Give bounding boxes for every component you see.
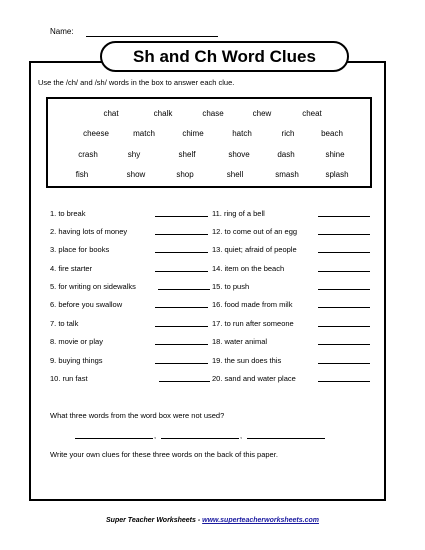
answer-blank-18[interactable]	[318, 344, 370, 345]
answer-blank-8[interactable]	[155, 344, 208, 345]
answer-blank-17[interactable]	[318, 326, 370, 327]
word-box-word: shop	[176, 170, 194, 179]
word-box-word: fish	[75, 170, 89, 179]
clue-16: 16. food made from milk	[212, 300, 293, 309]
word-box-word: cheat	[302, 109, 322, 118]
answer-blank-20[interactable]	[318, 381, 370, 382]
question-write-clues: Write your own clues for these three words on the back of this paper.	[50, 450, 278, 459]
clue-8: 8. movie or play	[50, 337, 103, 346]
answer-blank-9[interactable]	[155, 363, 208, 364]
answer-blank-16[interactable]	[318, 307, 370, 308]
clue-9: 9. buying things	[50, 356, 103, 365]
footer-dash: -	[197, 517, 201, 524]
unused-word-blank-1[interactable]	[75, 438, 153, 439]
question-unused-words: What three words from the word box were not used?	[50, 411, 225, 420]
footer-brand: Super Teacher Worksheets	[106, 517, 196, 524]
clue-14: 14. item on the beach	[212, 264, 285, 273]
word-box-word: beach	[321, 129, 343, 138]
clue-3: 3. place for books	[50, 245, 110, 254]
clue-4: 4. fire starter	[50, 264, 93, 273]
clue-6: 6. before you swallow	[50, 300, 123, 309]
answer-blank-4[interactable]	[155, 271, 208, 272]
unused-word-blank-3[interactable]	[247, 438, 325, 439]
answer-blank-14[interactable]	[318, 271, 370, 272]
answer-blank-7[interactable]	[155, 326, 208, 327]
word-box-word: dash	[277, 150, 295, 159]
clue-13: 13. quiet; afraid of people	[212, 245, 297, 254]
clue-15: 15. to push	[212, 282, 250, 291]
unused-word-blank-2[interactable]	[161, 438, 239, 439]
word-box-word: match	[133, 129, 155, 138]
clue-2: 2. having lots of money	[50, 227, 128, 236]
comma-separator: ,	[154, 431, 157, 440]
word-box-word: show	[126, 170, 146, 179]
answer-blank-15[interactable]	[318, 289, 370, 290]
word-box-word: shell	[226, 170, 244, 179]
name-field[interactable]	[86, 36, 218, 37]
answer-blank-3[interactable]	[155, 252, 208, 253]
answer-blank-12[interactable]	[318, 234, 370, 235]
answer-blank-6[interactable]	[155, 307, 208, 308]
word-box-word: rich	[281, 129, 295, 138]
word-box-word: chat	[103, 109, 119, 118]
word-box-word: shine	[325, 150, 345, 159]
clue-17: 17. to run after someone	[212, 319, 294, 328]
word-box-word: crash	[78, 150, 98, 159]
answer-blank-19[interactable]	[318, 363, 370, 364]
answer-blank-5[interactable]	[158, 289, 210, 290]
word-box-word: splash	[325, 170, 349, 179]
clue-18: 18. water animal	[212, 337, 268, 346]
word-box-word: chase	[202, 109, 224, 118]
word-box	[46, 97, 372, 188]
footer	[0, 517, 425, 524]
footer-url-link[interactable]: www.superteacherworksheets.com	[202, 517, 319, 524]
word-box-word: smash	[275, 170, 299, 179]
clue-7: 7. to talk	[50, 319, 79, 328]
word-box-word: shy	[127, 150, 141, 159]
comma-separator: ,	[240, 431, 243, 440]
answer-blank-13[interactable]	[318, 252, 370, 253]
clue-20: 20. sand and water place	[212, 374, 296, 383]
word-box-word: shelf	[178, 150, 196, 159]
clue-12: 12. to come out of an egg	[212, 227, 298, 236]
answer-blank-11[interactable]	[318, 216, 370, 217]
word-box-word: shove	[228, 150, 250, 159]
name-label: Name:	[50, 27, 74, 36]
clue-1: 1. to break	[50, 209, 86, 218]
clue-5: 5. for writing on sidewalks	[50, 282, 136, 291]
answer-blank-10[interactable]	[159, 381, 210, 382]
clue-10: 10. run fast	[50, 374, 88, 383]
answer-blank-1[interactable]	[155, 216, 208, 217]
worksheet-title: Sh and Ch Word Clues	[100, 41, 349, 72]
word-box-word: hatch	[232, 129, 252, 138]
word-box-word: chime	[182, 129, 204, 138]
word-box-word: chalk	[153, 109, 173, 118]
instructions: Use the /ch/ and /sh/ words in the box to answer each clue.	[38, 78, 235, 87]
answer-blank-2[interactable]	[155, 234, 208, 235]
clue-11: 11. ring of a bell	[212, 209, 265, 218]
word-box-word: cheese	[83, 129, 109, 138]
clue-19: 19. the sun does this	[212, 356, 282, 365]
word-box-word: chew	[252, 109, 272, 118]
